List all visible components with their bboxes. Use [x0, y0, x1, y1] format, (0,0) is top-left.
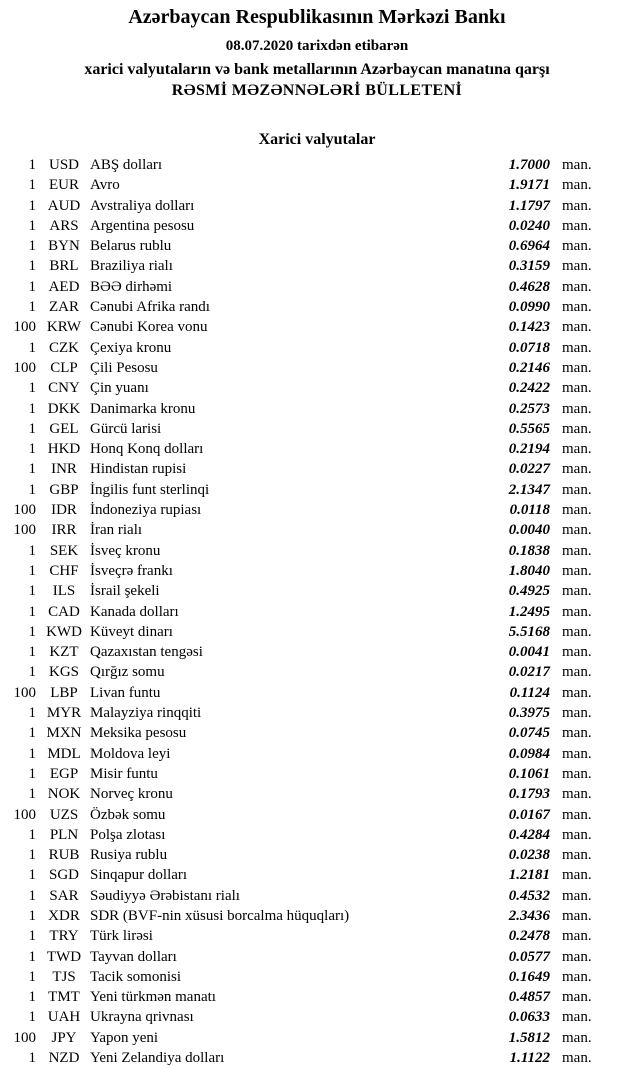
currency-code-cell: KZT: [49, 644, 79, 661]
rate-value-cell: 0.0633: [508, 1009, 550, 1026]
rate-value-cell: 2.1347: [508, 481, 550, 498]
currency-code-cell: HKD: [47, 441, 81, 458]
quantity-cell: 1: [28, 644, 36, 661]
currency-code-cell: LBP: [50, 684, 78, 701]
rate-row: [0, 1007, 620, 1027]
rate-row: [0, 642, 620, 662]
quantity-cell: 1: [28, 989, 36, 1006]
quantity-cell: 1: [28, 299, 36, 316]
unit-label-cell: man.: [562, 705, 592, 722]
rate-value-cell: 0.2573: [508, 400, 550, 417]
rate-value-cell: 0.0227: [508, 461, 550, 478]
currency-name-cell: Hindistan rupisi: [90, 461, 187, 478]
quantity-cell: 1: [28, 887, 36, 904]
currency-name-cell: Küveyt dinarı: [90, 623, 173, 640]
rate-value-cell: 0.0040: [508, 522, 550, 539]
currency-code-cell: ILS: [52, 583, 76, 600]
currency-code-cell: NOK: [47, 786, 81, 803]
rate-row: [0, 256, 620, 276]
currency-name-cell: Cənubi Korea vonu: [90, 319, 208, 336]
unit-label-cell: man.: [562, 380, 592, 397]
rate-row: [0, 703, 620, 723]
rate-value-cell: 2.3436: [508, 907, 550, 924]
unit-label-cell: man.: [562, 461, 592, 478]
currency-name-cell: Yeni Zelandiya dolları: [90, 1050, 225, 1067]
rate-row: [0, 1028, 620, 1048]
currency-name-cell: Çili Pesosu: [90, 359, 158, 376]
rate-row: [0, 378, 620, 398]
unit-label-cell: man.: [562, 359, 592, 376]
currency-code-cell: CNY: [48, 380, 80, 397]
quantity-cell: 1: [28, 278, 36, 295]
currency-name-cell: Braziliya rialı: [90, 258, 173, 275]
unit-label-cell: man.: [562, 278, 592, 295]
rate-row: [0, 784, 620, 804]
quantity-cell: 100: [13, 522, 36, 539]
rate-row: [0, 744, 620, 764]
currency-code-cell: USD: [48, 157, 79, 173]
rate-row: [0, 297, 620, 317]
currency-code-cell: KGS: [48, 664, 79, 681]
rate-row: [0, 967, 620, 987]
rate-row: [0, 825, 620, 845]
currency-name-cell: Livan funtu: [90, 684, 161, 701]
quantity-cell: 1: [28, 177, 36, 194]
currency-code-cell: EUR: [49, 177, 79, 194]
rate-value-cell: 0.0984: [508, 745, 550, 762]
subtitle-line: xarici valyutaların və bank metallarının Azərbaycan manatına qarşı: [84, 61, 550, 78]
rate-value-cell: 0.0041: [508, 644, 550, 661]
rate-row: [0, 947, 620, 967]
currency-code-cell: MDL: [47, 745, 81, 762]
unit-label-cell: man.: [562, 745, 592, 762]
currency-name-cell: Yeni türkmən manatı: [90, 989, 216, 1006]
unit-label-cell: man.: [562, 847, 592, 864]
unit-label-cell: man.: [562, 299, 592, 316]
currency-name-cell: Səudiyyə Ərəbistanı rialı: [90, 887, 240, 904]
unit-label-cell: man.: [562, 603, 592, 620]
unit-label-cell: man.: [562, 1050, 592, 1067]
currency-name-cell: Çexiya kronu: [90, 339, 172, 356]
rate-row: [0, 439, 620, 459]
rate-value-cell: 0.2146: [508, 359, 550, 376]
unit-label-cell: man.: [562, 948, 592, 965]
currency-code-cell: DKK: [47, 400, 81, 417]
currency-code-cell: CLP: [50, 359, 78, 376]
currency-name-cell: İran rialı: [90, 522, 143, 539]
quantity-cell: 1: [28, 339, 36, 356]
quantity-cell: 1: [28, 765, 36, 782]
unit-label-cell: man.: [562, 542, 592, 559]
currency-name-cell: Polşa zlotası: [90, 826, 166, 843]
rate-value-cell: 0.0745: [508, 725, 550, 742]
rate-value-cell: 0.0577: [508, 948, 550, 965]
rate-row: [0, 358, 620, 378]
rate-value-cell: 1.2181: [508, 867, 550, 884]
quantity-cell: 1: [28, 562, 36, 579]
unit-label-cell: man.: [562, 806, 592, 823]
currency-name-cell: Çin yuanı: [90, 380, 149, 397]
rate-row: [0, 561, 620, 581]
rate-row: [0, 236, 620, 256]
rate-row: [0, 338, 620, 358]
currency-code-cell: UAH: [47, 1009, 81, 1026]
unit-label-cell: man.: [562, 583, 592, 600]
currency-code-cell: XDR: [48, 907, 80, 924]
rate-row: [0, 277, 620, 297]
currency-name-cell: Danimarka kronu: [90, 400, 196, 417]
currency-name-cell: İngilis funt sterlinqi: [90, 481, 210, 498]
currency-code-cell: CAD: [48, 603, 80, 620]
rate-value-cell: 0.0990: [508, 299, 550, 316]
quantity-cell: 1: [28, 217, 36, 234]
currency-code-cell: SEK: [49, 542, 79, 559]
unit-label-cell: man.: [562, 522, 592, 539]
rate-value-cell: 0.1793: [508, 786, 550, 803]
rate-row: [0, 216, 620, 236]
currency-name-cell: ABŞ dolları: [90, 157, 163, 173]
currency-name-cell: Sinqapur dolları: [90, 867, 188, 884]
unit-label-cell: man.: [562, 339, 592, 356]
currency-code-cell: TMT: [48, 989, 80, 1006]
currency-name-cell: Argentina pesosu: [90, 217, 195, 234]
rate-row: [0, 926, 620, 946]
unit-label-cell: man.: [562, 502, 592, 519]
section-title-foreign-currencies: Xarici valyutalar: [258, 131, 376, 148]
rate-value-cell: 0.0167: [508, 806, 550, 823]
effective-date-line: 08.07.2020 tarixdən etibarən: [225, 38, 409, 54]
unit-label-cell: man.: [562, 177, 592, 194]
rate-row: [0, 155, 620, 175]
currency-name-cell: Qırğız somu: [90, 664, 165, 681]
unit-label-cell: man.: [562, 786, 592, 803]
currency-name-cell: BƏƏ dirhəmi: [90, 278, 173, 295]
currency-code-cell: MYR: [46, 705, 82, 722]
currency-code-cell: INR: [51, 461, 77, 478]
currency-name-cell: Rusiya rublu: [90, 847, 168, 864]
currency-code-cell: GBP: [49, 481, 79, 498]
currency-code-cell: SAR: [49, 887, 79, 904]
currency-code-cell: NZD: [48, 1050, 80, 1067]
currency-code-cell: JPY: [51, 1029, 77, 1046]
quantity-cell: 1: [28, 380, 36, 397]
rate-value-cell: 0.5565: [508, 420, 550, 437]
quantity-cell: 1: [28, 441, 36, 458]
unit-label-cell: man.: [562, 562, 592, 579]
quantity-cell: 100: [13, 319, 36, 336]
quantity-cell: 1: [28, 583, 36, 600]
rate-value-cell: 0.4628: [508, 278, 550, 295]
currency-code-cell: MXN: [46, 725, 82, 742]
currency-code-cell: IRR: [51, 522, 77, 539]
rate-row: [0, 906, 620, 926]
quantity-cell: 1: [28, 461, 36, 478]
quantity-cell: 1: [28, 238, 36, 255]
rate-row: [0, 419, 620, 439]
rate-value-cell: 0.0240: [508, 217, 550, 234]
unit-label-cell: man.: [562, 319, 592, 336]
currency-code-cell: AUD: [47, 197, 81, 214]
unit-label-cell: man.: [562, 238, 592, 255]
rate-row: [0, 886, 620, 906]
unit-label-cell: man.: [562, 258, 592, 275]
rate-value-cell: 0.2478: [508, 928, 550, 945]
currency-name-cell: Norveç kronu: [90, 786, 173, 803]
quantity-cell: 1: [28, 786, 36, 803]
quantity-cell: 1: [28, 664, 36, 681]
rate-row: [0, 865, 620, 885]
rate-value-cell: 1.2495: [508, 603, 550, 620]
quantity-cell: 1: [28, 258, 36, 275]
rate-value-cell: 0.2194: [508, 441, 550, 458]
currency-code-cell: BYN: [48, 238, 80, 255]
currency-name-cell: Meksika pesosu: [90, 725, 187, 742]
rate-row: [0, 399, 620, 419]
quantity-cell: 1: [28, 603, 36, 620]
rate-value-cell: 0.1423: [508, 319, 550, 336]
currency-code-cell: ARS: [49, 217, 79, 234]
currency-code-cell: IDR: [51, 502, 77, 519]
currency-name-cell: İsveç kronu: [90, 542, 161, 559]
currency-code-cell: AED: [48, 278, 80, 295]
currency-code-cell: EGP: [49, 765, 79, 782]
rate-value-cell: 0.1061: [508, 765, 550, 782]
rate-row: [0, 500, 620, 520]
currency-name-cell: Tayvan dolları: [90, 948, 177, 965]
rate-value-cell: 1.9171: [508, 177, 550, 194]
rate-row: [0, 480, 620, 500]
bulletin-header: [0, 5, 620, 101]
rate-row: [0, 602, 620, 622]
currency-name-cell: İndoneziya rupiası: [90, 502, 202, 519]
currency-code-cell: BRL: [49, 258, 79, 275]
currency-code-cell: ZAR: [49, 299, 79, 316]
currency-code-cell: CHF: [49, 562, 79, 579]
currency-name-cell: Honq Konq dolları: [90, 441, 204, 458]
rate-row: [0, 175, 620, 195]
rate-row: [0, 317, 620, 337]
rate-value-cell: 5.5168: [508, 623, 550, 640]
quantity-cell: 100: [13, 1029, 36, 1046]
rate-value-cell: 0.6964: [508, 238, 550, 255]
currency-name-cell: Gürcü larisi: [90, 420, 162, 437]
currency-code-cell: PLN: [49, 826, 79, 843]
rate-row: [0, 764, 620, 784]
currency-name-cell: Tacik somonisi: [90, 968, 182, 985]
currency-name-cell: İsrail şekeli: [90, 583, 160, 600]
currency-code-cell: GEL: [49, 420, 79, 437]
quantity-cell: 100: [13, 359, 36, 376]
rate-value-cell: 0.1838: [508, 542, 550, 559]
unit-label-cell: man.: [562, 420, 592, 437]
unit-label-cell: man.: [562, 664, 592, 681]
rate-value-cell: 0.1649: [508, 968, 550, 985]
currency-name-cell: Avro: [90, 177, 120, 194]
quantity-cell: 1: [28, 623, 36, 640]
currency-name-cell: İsveçrə frankı: [90, 562, 173, 579]
rate-value-cell: 0.0238: [508, 847, 550, 864]
currency-name-cell: Malayziya rinqqiti: [90, 705, 202, 722]
rate-value-cell: 1.7000: [508, 157, 550, 173]
currency-name-cell: Türk lirəsi: [90, 928, 153, 945]
rate-value-cell: 0.4284: [508, 826, 550, 843]
quantity-cell: 1: [28, 1009, 36, 1026]
rate-value-cell: 0.3159: [508, 258, 550, 275]
quantity-cell: 1: [28, 725, 36, 742]
unit-label-cell: man.: [562, 968, 592, 985]
rate-row: [0, 622, 620, 642]
quantity-cell: 1: [28, 157, 36, 173]
quantity-cell: 1: [28, 968, 36, 985]
currency-code-cell: TWD: [46, 948, 82, 965]
currency-code-cell: UZS: [49, 806, 79, 823]
currency-code-cell: KWD: [46, 623, 82, 640]
rate-row: [0, 1048, 620, 1068]
quantity-cell: 1: [28, 745, 36, 762]
unit-label-cell: man.: [562, 644, 592, 661]
rate-value-cell: 0.3975: [508, 705, 550, 722]
rate-row: [0, 662, 620, 682]
rate-value-cell: 1.1122: [509, 1050, 550, 1067]
unit-label-cell: man.: [562, 684, 592, 701]
rate-row: [0, 987, 620, 1007]
quantity-cell: 1: [28, 1050, 36, 1067]
unit-label-cell: man.: [562, 887, 592, 904]
currency-name-cell: Cənubi Afrika randı: [90, 299, 210, 316]
currency-name-cell: Avstraliya dolları: [90, 197, 195, 214]
currency-name-cell: Özbək somu: [90, 806, 166, 823]
quantity-cell: 1: [28, 928, 36, 945]
rate-row: [0, 520, 620, 540]
quantity-cell: 1: [28, 420, 36, 437]
quantity-cell: 1: [28, 197, 36, 214]
quantity-cell: 1: [28, 400, 36, 417]
currency-code-cell: RUB: [48, 847, 80, 864]
unit-label-cell: man.: [562, 765, 592, 782]
bank-name-title: Azərbaycan Respublikasının Mərkəzi Bankı: [128, 6, 506, 28]
unit-label-cell: man.: [562, 867, 592, 884]
rates-table: [0, 155, 620, 1068]
rate-value-cell: 0.2422: [508, 380, 550, 397]
currency-code-cell: SGD: [48, 867, 79, 884]
currency-code-cell: CZK: [49, 339, 79, 356]
rate-value-cell: 1.5812: [508, 1029, 550, 1046]
rate-value-cell: 0.0118: [509, 502, 550, 519]
unit-label-cell: man.: [562, 989, 592, 1006]
rate-row: [0, 723, 620, 743]
rate-row: [0, 845, 620, 865]
quantity-cell: 1: [28, 948, 36, 965]
quantity-cell: 1: [28, 847, 36, 864]
unit-label-cell: man.: [562, 400, 592, 417]
unit-label-cell: man.: [562, 928, 592, 945]
rate-value-cell: 0.0718: [508, 339, 550, 356]
rate-row: [0, 196, 620, 216]
unit-label-cell: man.: [562, 217, 592, 234]
rate-value-cell: 0.1124: [509, 684, 550, 701]
quantity-cell: 100: [13, 806, 36, 823]
currency-name-cell: Yapon yeni: [90, 1029, 159, 1046]
currency-name-cell: Moldova leyi: [90, 745, 171, 762]
rate-value-cell: 0.4925: [508, 583, 550, 600]
rate-value-cell: 0.4532: [508, 887, 550, 904]
rate-value-cell: 1.8040: [508, 562, 550, 579]
unit-label-cell: man.: [562, 157, 592, 173]
quantity-cell: 1: [28, 705, 36, 722]
unit-label-cell: man.: [562, 441, 592, 458]
currency-name-cell: Belarus rublu: [90, 238, 172, 255]
currency-name-cell: Qazaxıstan tengəsi: [90, 644, 203, 661]
currency-name-cell: Kanada dolları: [90, 603, 179, 620]
currency-name-cell: Ukrayna qrivnası: [90, 1009, 194, 1026]
rate-value-cell: 0.4857: [508, 989, 550, 1006]
unit-label-cell: man.: [562, 1029, 592, 1046]
rate-row: [0, 459, 620, 479]
currency-name-cell: SDR (BVF-nin xüsusi borcalma hüquqları): [90, 907, 350, 924]
currency-code-cell: KRW: [46, 319, 82, 336]
rate-row: [0, 683, 620, 703]
unit-label-cell: man.: [562, 1009, 592, 1026]
unit-label-cell: man.: [562, 725, 592, 742]
currency-code-cell: TRY: [49, 928, 79, 945]
unit-label-cell: man.: [562, 197, 592, 214]
unit-label-cell: man.: [562, 826, 592, 843]
quantity-cell: 1: [28, 907, 36, 924]
rate-row: [0, 541, 620, 561]
bulletin-title: RƏSMİ MƏZƏNNƏLƏRİ BÜLLETENİ: [171, 82, 463, 99]
quantity-cell: 1: [28, 542, 36, 559]
unit-label-cell: man.: [562, 623, 592, 640]
quantity-cell: 1: [28, 481, 36, 498]
quantity-cell: 100: [13, 502, 36, 519]
quantity-cell: 1: [28, 826, 36, 843]
quantity-cell: 100: [13, 684, 36, 701]
rate-row: [0, 581, 620, 601]
rate-value-cell: 1.1797: [508, 197, 550, 214]
unit-label-cell: man.: [562, 481, 592, 498]
rate-value-cell: 0.0217: [508, 664, 550, 681]
rate-row: [0, 805, 620, 825]
currency-code-cell: TJS: [52, 968, 76, 985]
quantity-cell: 1: [28, 867, 36, 884]
unit-label-cell: man.: [562, 907, 592, 924]
currency-name-cell: Misir funtu: [90, 765, 158, 782]
